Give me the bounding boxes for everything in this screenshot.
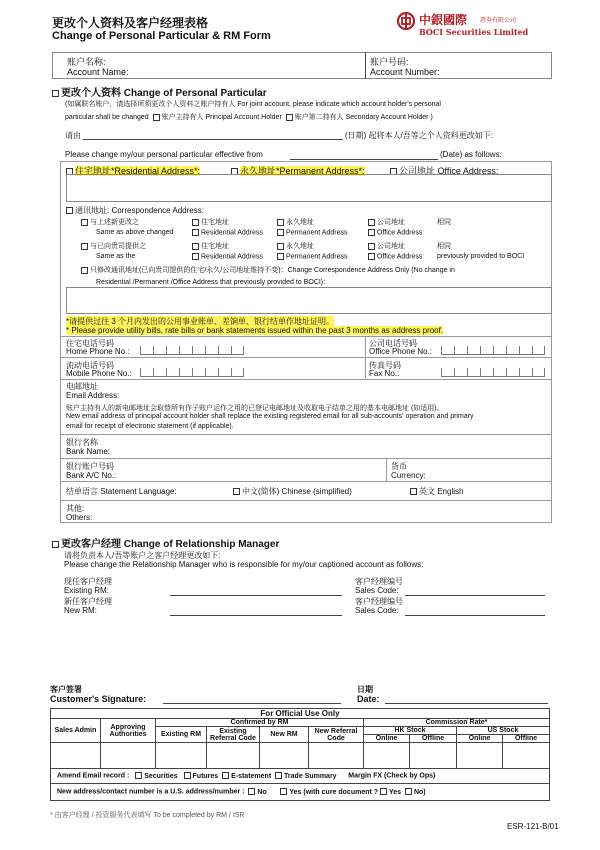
approving-cell: Approving Authorities — [101, 719, 156, 743]
us-no-option[interactable]: No — [248, 789, 266, 796]
footer-note: * 由客户经理 / 投资服务代表填写 To be completed by RM / ISR — [50, 812, 245, 819]
securities-option[interactable]: Securities — [135, 773, 177, 780]
cure-no-option[interactable]: No) — [405, 789, 426, 796]
same-new-res-cn[interactable]: 住宅地址 — [192, 217, 229, 227]
others-label: Others: — [66, 513, 93, 522]
us-offline-cell: Offline — [503, 735, 550, 743]
email-label: Email Address: — [66, 391, 120, 400]
form-code: ESR-121-B/01 — [507, 822, 559, 831]
margin-fx-label: Margin FX (Check by Ops) — [348, 772, 436, 780]
boci-logo — [397, 12, 415, 32]
hk-online-entry[interactable] — [364, 743, 410, 769]
new-rm-label: New RM: — [64, 606, 97, 615]
form-title-cn: 更改个人资料及客户经理表格 — [52, 16, 209, 30]
cure-yes-option[interactable]: Yes — [380, 789, 401, 796]
please-cn: 请由 — [65, 131, 81, 140]
commission-cell: Commission Rate* — [364, 719, 550, 727]
signature-label: Customer's Signature: — [50, 694, 147, 704]
estatement-option[interactable]: E-statement — [222, 773, 271, 780]
new-code-cn: 客户经理编号 — [355, 597, 403, 606]
new-code-line[interactable] — [405, 615, 545, 616]
existing-rm-cell: Existing RM — [156, 727, 207, 743]
corr-only-line2: Residential /Permanent /Office Address that previously provided to BOCI)： — [96, 279, 331, 286]
existing-rm-entry[interactable] — [156, 743, 207, 769]
same-old-perm-cn[interactable]: 永久地址 — [277, 241, 314, 251]
account-name-cn: 账户名称: — [67, 57, 106, 67]
personal-checkbox[interactable] — [52, 90, 59, 97]
hk-stock-cell: HK Stock — [364, 727, 457, 735]
new-rm-cn: 新任客户经理 — [64, 597, 112, 606]
hk-online-cell: Online — [364, 735, 410, 743]
new-ref-entry[interactable] — [309, 743, 364, 769]
same-new-office-en[interactable]: Office Address — [368, 229, 422, 236]
new-rm-entry[interactable] — [260, 743, 309, 769]
rm-checkbox[interactable] — [52, 541, 59, 548]
email-cn: 电邮地址 — [66, 382, 98, 391]
bank-label: Bank Name: — [66, 447, 111, 456]
signature-cn: 客户签署 — [50, 685, 82, 694]
office-phone-digits[interactable] — [441, 346, 545, 357]
trade-summary-option[interactable]: Trade Summary — [275, 773, 337, 780]
correspondence-address-box[interactable] — [66, 287, 552, 314]
us-online-entry[interactable] — [456, 743, 502, 769]
date-cn: (日期) 起将本人/吾等之个人资料更改如下: — [345, 131, 493, 140]
correspondence-option[interactable]: 通讯地址: Correspondence Address: — [66, 205, 204, 216]
mobile-digits[interactable] — [140, 368, 244, 379]
principal-checkbox[interactable] — [153, 114, 160, 121]
fax-cn: 传真号码 — [369, 361, 401, 370]
email-note-en2: email for receipt of electronic statement (if applicable). — [66, 423, 234, 430]
existing-code-line[interactable] — [405, 595, 545, 596]
rm-intro-cn: 请将负责本人/吾等账户之客户经理更改如下: — [64, 551, 221, 560]
logo-en: BOCI Securities Limited — [419, 27, 529, 37]
office-phone-cn: 公司电话号码 — [369, 339, 417, 348]
confirmed-rm-cell: Confirmed by RM — [156, 719, 364, 727]
same-new-en: Same as above changed — [96, 229, 174, 236]
personal-heading: 更改个人资料 Change of Personal Particular — [52, 84, 267, 99]
signature-line[interactable] — [163, 703, 341, 704]
residential-option[interactable]: 住宅地址*Residential Address*: — [66, 164, 200, 177]
new-rm-cell: New RM — [260, 727, 309, 743]
same-old-office-cn[interactable]: 公司地址 — [368, 241, 405, 251]
joint-note-line1: (如属联名账户，请选择所须更改个人资料之账户持有人 For joint account, please indicate which account holder's personal — [65, 101, 441, 108]
same-new-office-cn[interactable]: 公司地址 — [368, 217, 405, 227]
futures-option[interactable]: Futures — [184, 773, 219, 780]
same-new-cn[interactable]: 与上述新更改之 — [81, 217, 139, 227]
same-old-res-cn[interactable]: 住宅地址 — [192, 241, 229, 251]
existing-rm-label: Existing RM: — [64, 586, 109, 595]
mobile-label: Mobile Phone No.: — [66, 369, 132, 378]
new-rm-line[interactable] — [170, 615, 342, 616]
us-online-cell: Online — [456, 735, 502, 743]
hk-offline-entry[interactable] — [410, 743, 457, 769]
effective-date-line-en[interactable] — [290, 159, 438, 160]
same-old-office-en[interactable]: Office Address — [368, 253, 422, 260]
bank-cn: 银行名称 — [66, 438, 98, 447]
new-code-label: Sales Code: — [355, 606, 399, 615]
date-en: (Date) as follows: — [440, 150, 502, 159]
same-old-prev-en: previously provided to BOCI — [437, 253, 525, 260]
joint-note-line2: particular shall be changed 账户主持有人 Principal Account Holder 账户第二持有人 Secondary Account Holder ) — [65, 114, 433, 121]
sig-date-cn: 日期 — [357, 685, 373, 694]
account-name-label: Account Name: — [67, 67, 129, 77]
home-phone-cn: 住宅电话号码 — [66, 339, 114, 348]
logo-cn: 中銀國際 — [419, 13, 468, 27]
boc-emblem-icon — [397, 12, 415, 30]
us-offline-entry[interactable] — [503, 743, 550, 769]
chinese-option[interactable]: 中文(简体) Chinese (simplified) — [233, 486, 352, 497]
same-new-perm-cn[interactable]: 永久地址 — [277, 217, 314, 227]
currency-label: Currency: — [391, 471, 426, 480]
email-note-en1: New email address of principal account holder shall replace the existing registered email for all sub-accounts' operation and primary — [66, 413, 474, 420]
existing-rm-cn: 现任客户经理 — [64, 577, 112, 586]
please-en: Please change my/our personal particular effective from — [65, 150, 263, 159]
statement-language-label: 结单语言 Statement Language: — [66, 487, 177, 496]
us-stock-cell: US Stock — [456, 727, 549, 735]
existing-ref-entry[interactable] — [207, 743, 260, 769]
same-old-perm-en[interactable]: Permanent Address — [277, 253, 347, 260]
proof-note-en: * Please provide utility bills, rate bills or bank statements issued within the past 3 months as address proof. — [66, 326, 444, 335]
same-new-res-en[interactable]: Residential Address — [192, 229, 263, 236]
existing-code-cn: 客户经理编号 — [355, 577, 403, 586]
bankac-label: Bank A/C No.: — [66, 471, 117, 480]
same-old-cn[interactable]: 与已向贵司提供之 — [81, 241, 146, 251]
sales-admin-cell: Sales Admin — [51, 719, 101, 743]
currency-cn: 货币 — [391, 462, 407, 471]
same-new-perm-en[interactable]: Permanent Address — [277, 229, 347, 236]
existing-code-label: Sales Code: — [355, 586, 399, 595]
permanent-option[interactable]: 永久地址*Permanent Address*: — [231, 164, 365, 177]
same-old-same-cn: 相同 — [437, 243, 451, 250]
us-address-row: New address/contact number is a U.S. address/number : No Yes (with cure document ? Yes No) — [51, 784, 550, 801]
home-phone-digits[interactable] — [140, 346, 244, 357]
email-note-cn: 账户主持有人的新电邮地址会取替所有作子账户运作之用的已登记电邮地址及收取电子结单之用的基本电邮地址 (如适用)。 — [66, 405, 444, 412]
rm-heading: 更改客户经理 Change of Relationship Manager — [52, 535, 279, 550]
new-address-box[interactable] — [66, 174, 552, 202]
logo-cn-small: 證券有限公司 — [480, 18, 517, 24]
form-title-en: Change of Personal Particular & RM Form — [52, 30, 271, 42]
proof-note-cn: *请提供过往 3 个月内发出的公用事业账单、差饷单、银行结单作地址证明。 — [66, 317, 335, 326]
new-ref-cell: New Referral Code — [309, 727, 364, 743]
hk-offline-cell: Offline — [410, 735, 457, 743]
home-phone-label: Home Phone No.: — [66, 347, 130, 356]
approving-entry[interactable] — [101, 743, 156, 769]
sales-admin-entry[interactable] — [51, 743, 101, 769]
official-use-table — [50, 708, 550, 801]
bankac-cn: 银行账户号码 — [66, 462, 114, 471]
same-old-res-en[interactable]: Residential Address — [192, 253, 263, 260]
secondary-checkbox[interactable] — [286, 114, 293, 121]
corr-only-option[interactable]: 只修改通讯地址(已向贵司提供的住宅/永久/公司地址维持不变)：Change Correspondence Address Only (No change in — [81, 265, 455, 275]
others-cn: 其他: — [66, 504, 85, 513]
office-option[interactable]: 公司地址 Office Address: — [390, 164, 498, 177]
english-option[interactable]: 英文 English — [410, 486, 463, 497]
fax-label: Fax No.: — [369, 369, 400, 378]
existing-rm-line[interactable] — [170, 595, 342, 596]
rm-intro-en: Please change the Relationship Manager who is responsible for my/our captioned account as follows: — [64, 560, 424, 569]
same-new-same-cn: 相同 — [437, 219, 451, 226]
existing-ref-cell: Existing Referral Code — [207, 727, 260, 743]
account-number-cn: 账户号码: — [370, 57, 409, 67]
us-yes-cure-option[interactable]: Yes (with cure document ? — [280, 789, 378, 796]
sig-date-label: Date: — [357, 694, 380, 704]
effective-date-line-cn[interactable] — [83, 139, 343, 140]
mobile-cn: 流动电话号码 — [66, 361, 114, 370]
account-number-label: Account Number: — [370, 67, 440, 77]
official-title: For Official Use Only — [51, 709, 550, 719]
office-phone-label: Office Phone No.: — [369, 347, 432, 356]
amend-email-row: Amend Email record : Securities Futures E-statement Trade Summary Margin FX (Check by Ops) — [51, 769, 550, 784]
sig-date-line[interactable] — [385, 703, 548, 704]
same-old-en: Same as the — [96, 253, 136, 260]
fax-digits[interactable] — [441, 368, 545, 379]
